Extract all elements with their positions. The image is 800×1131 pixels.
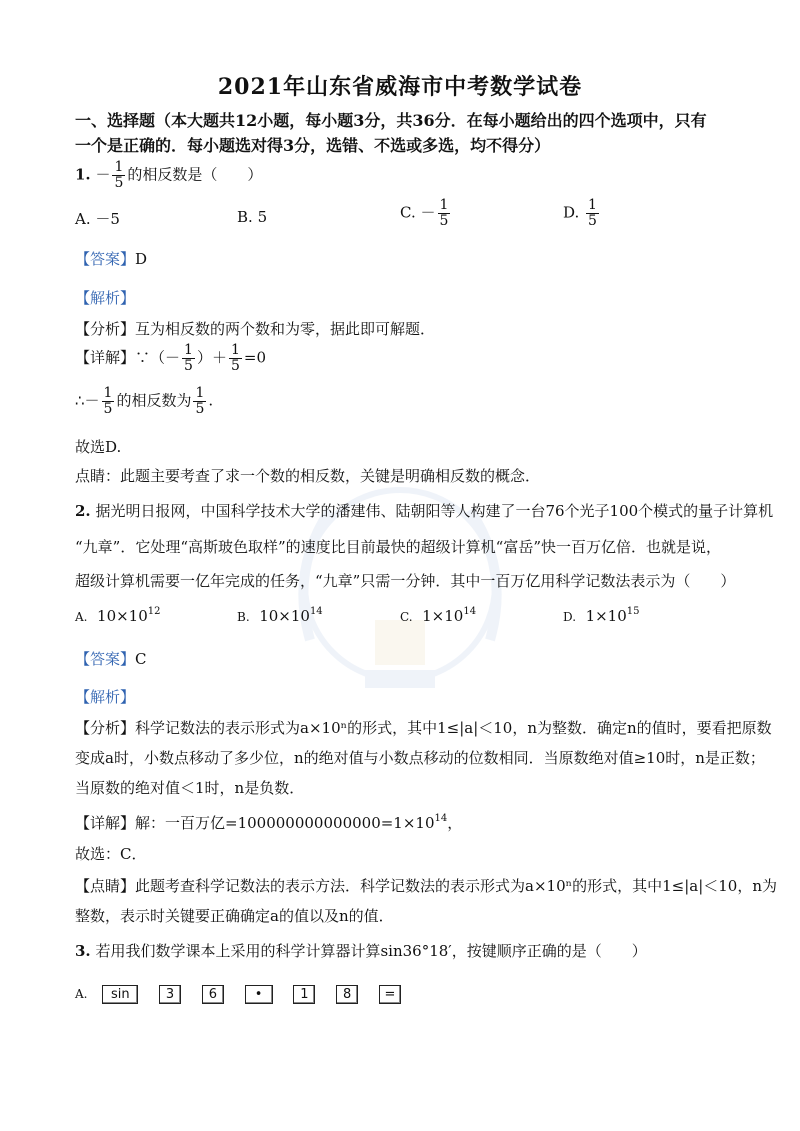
- key-1: 1: [293, 985, 315, 1004]
- fraction: $\frac{1}{5}$: [114, 159, 124, 191]
- question-3-stem: 3. 若用我们数学课本上采用的科学计算器计算sin36°18′，按键顺序正确的是（ ）: [75, 942, 647, 960]
- analysis-line-3: 当原数的绝对值＜1时，n是负数．: [75, 779, 305, 797]
- key-3: 3: [159, 985, 181, 1004]
- key-dot: •: [245, 985, 273, 1004]
- comment-line-1: 【点睛】此题考查科学记数法的表示方法．科学记数法的表示形式为a×10ⁿ的形式，其中1≤|a|＜10，n为: [75, 877, 778, 895]
- analysis-line: 【分析】互为相反数的两个数和为零，据此即可解题．: [75, 320, 436, 338]
- question-2-line-3: 超级计算机需要一亿年完成的任务，“九章”只需一分钟．其中一百万亿用科学记数法表示为（ ）: [75, 572, 736, 590]
- analysis-line-1: 【分析】科学记数法的表示形式为a×10ⁿ的形式，其中1≤|a|＜10，n为整数．确定n的值时，要看把原数: [75, 719, 772, 737]
- option-c[interactable]: C. $1\times 10^{14}$: [400, 606, 477, 625]
- detail-line: 【详解】∵（－ $\frac{1}{5}$ ）＋ $\frac{1}{5}$ =0: [75, 342, 267, 374]
- key-equals: =: [379, 985, 401, 1004]
- question-2-line-2: “九章”．它处理“高斯玻色取样”的速度比目前最快的超级计算机“富岳”快一百万亿倍．也就是说，: [75, 538, 722, 556]
- option-a[interactable]: A. sin 3 6 • 1 8 =: [75, 984, 417, 1004]
- question-number: 3.: [75, 942, 91, 960]
- section-header-line-2: 一个是正确的．每小题选对得3分，选错、不选或多选，均不得分）: [75, 136, 551, 155]
- analysis-tag: 【解析】: [75, 289, 136, 307]
- question-number: 2.: [75, 502, 91, 520]
- option-a[interactable]: A. －5: [75, 210, 120, 228]
- analysis-line-2: 变成a时，小数点移动了多少位，n的绝对值与小数点移动的位数相同．当原数绝对值≥10时，n是正数；: [75, 749, 765, 767]
- page-title: 2021年山东省威海市中考数学试卷: [217, 74, 583, 100]
- answer-line: 【答案】C: [75, 650, 147, 668]
- option-c[interactable]: C. － $\frac{1}{5}$: [400, 197, 449, 229]
- section-header-line-1: 一、选择题（本大题共12小题，每小题3分，共36分．在每小题给出的四个选项中，只有: [75, 111, 707, 130]
- question-2-line-1: 2. 据光明日报网，中国科学技术大学的潘建伟、陆朝阳等人构建了一台76个光子100个模式的量子计算机: [75, 502, 774, 520]
- option-d[interactable]: D. $1\times 10^{15}$: [563, 606, 640, 625]
- option-a[interactable]: A. $10\times 10^{12}$: [75, 606, 161, 625]
- comment-line: 点睛：此题主要考查了求一个数的相反数，关键是明确相反数的概念．: [75, 467, 541, 485]
- answer-line: 【答案】D: [75, 250, 148, 268]
- choice-line: 故选：C．: [75, 845, 147, 863]
- therefore-line: ∴－ $\frac{1}{5}$ 的相反数为 $\frac{1}{5}$ .: [75, 385, 214, 417]
- option-b[interactable]: B. $10\times 10^{14}$: [237, 606, 323, 625]
- key-sin: sin: [102, 985, 138, 1004]
- option-d[interactable]: D. $\frac{1}{5}$: [563, 197, 597, 229]
- choice-line: 故选D.: [75, 438, 122, 456]
- comment-line-2: 整数，表示时关键要正确确定a的值以及n的值．: [75, 907, 394, 925]
- option-b[interactable]: B. 5: [237, 208, 268, 226]
- question-1-stem: 1. － $\frac{1}{5}$ 的相反数是（ ）: [75, 159, 263, 191]
- analysis-tag: 【解析】: [75, 688, 136, 706]
- question-number: 1.: [75, 165, 91, 184]
- key-8: 8: [336, 985, 358, 1004]
- key-6: 6: [202, 985, 224, 1004]
- detail-line: 【详解】解：一百万亿$=100000000000000=1\times 10^{14}$，: [75, 813, 463, 832]
